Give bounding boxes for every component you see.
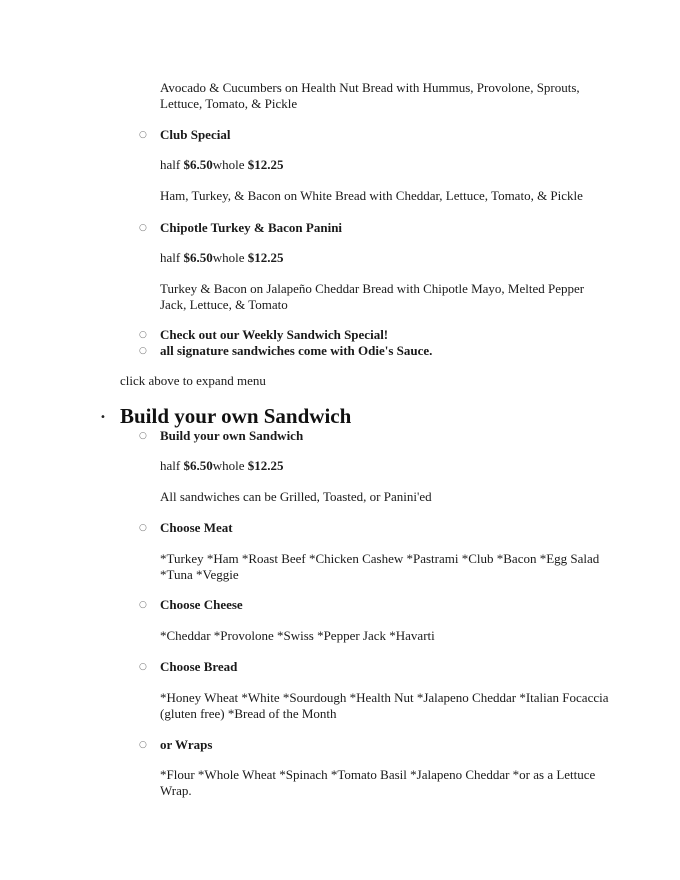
item-description: *Cheddar *Provolone *Swiss *Pepper Jack *Havarti	[160, 628, 435, 643]
item-description: All sandwiches can be Grilled, Toasted, or Panini'ed	[160, 489, 432, 504]
menu-item-title[interactable]: Choose Bread	[160, 659, 238, 674]
item-price	[160, 458, 284, 474]
circle-bullet-icon: ○	[139, 330, 147, 340]
price-whole: $12.25	[247, 157, 284, 172]
price-half: $6.50	[183, 250, 213, 265]
weekly-special-note[interactable]: Check out our Weekly Sandwich Special!	[160, 327, 389, 342]
item-description: Avocado & Cucumbers on Health Nut Bread with Hummus, Provolone, Sprouts, Lettuce, Tomato, & Pickle	[160, 80, 580, 111]
price-half-label: half	[160, 157, 184, 172]
price-half-label: half	[160, 458, 184, 473]
menu-item-title[interactable]: Choose Cheese	[160, 597, 243, 612]
circle-bullet-icon: ○	[139, 662, 147, 672]
item-description: *Turkey *Ham *Roast Beef *Chicken Cashew *Pastrami *Club *Bacon *Egg Salad *Tuna *Veggie	[160, 551, 600, 582]
menu-item-title[interactable]: Chipotle Turkey & Bacon Panini	[160, 220, 343, 235]
menu-item-title[interactable]: Choose Meat	[160, 520, 233, 535]
item-description: Ham, Turkey, & Bacon on White Bread with Cheddar, Lettuce, Tomato, & Pickle	[160, 188, 583, 203]
circle-bullet-icon: ○	[139, 600, 147, 610]
item-price	[160, 157, 284, 173]
circle-bullet-icon: ○	[139, 431, 147, 441]
price-whole-label: whole	[212, 157, 248, 172]
circle-bullet-icon: ○	[139, 740, 147, 750]
circle-bullet-icon: ○	[139, 346, 147, 356]
expand-menu-hint: click above to expand menu	[120, 373, 266, 388]
price-half: $6.50	[183, 157, 213, 172]
price-whole: $12.25	[247, 250, 284, 265]
item-description: *Honey Wheat *White *Sourdough *Health Nut *Jalapeno Cheddar *Italian Focaccia (gluten free) *Bread of the Month	[160, 690, 609, 721]
price-half-label: half	[160, 250, 184, 265]
price-whole: $12.25	[247, 458, 284, 473]
item-description: *Flour *Whole Wheat *Spinach *Tomato Basil *Jalapeno Cheddar *or as a Lettuce Wrap.	[160, 767, 596, 798]
price-whole-label: whole	[212, 458, 248, 473]
item-price	[160, 250, 284, 266]
disc-bullet-icon: •	[100, 412, 106, 423]
section-heading[interactable]: Build your own Sandwich	[120, 404, 352, 428]
price-whole-label: whole	[212, 250, 248, 265]
circle-bullet-icon: ○	[139, 523, 147, 533]
sauce-note[interactable]: all signature sandwiches come with Odie's Sauce.	[160, 343, 433, 358]
menu-item-title[interactable]: or Wraps	[160, 737, 213, 752]
menu-item-title[interactable]: Club Special	[160, 127, 231, 142]
circle-bullet-icon: ○	[139, 130, 147, 140]
item-description: Turkey & Bacon on Jalapeño Cheddar Bread with Chipotle Mayo, Melted Pepper Jack, Lettuce, & Tomato	[160, 281, 585, 312]
menu-item-title[interactable]: Build your own Sandwich	[160, 428, 304, 443]
circle-bullet-icon: ○	[139, 223, 147, 233]
price-half: $6.50	[183, 458, 213, 473]
